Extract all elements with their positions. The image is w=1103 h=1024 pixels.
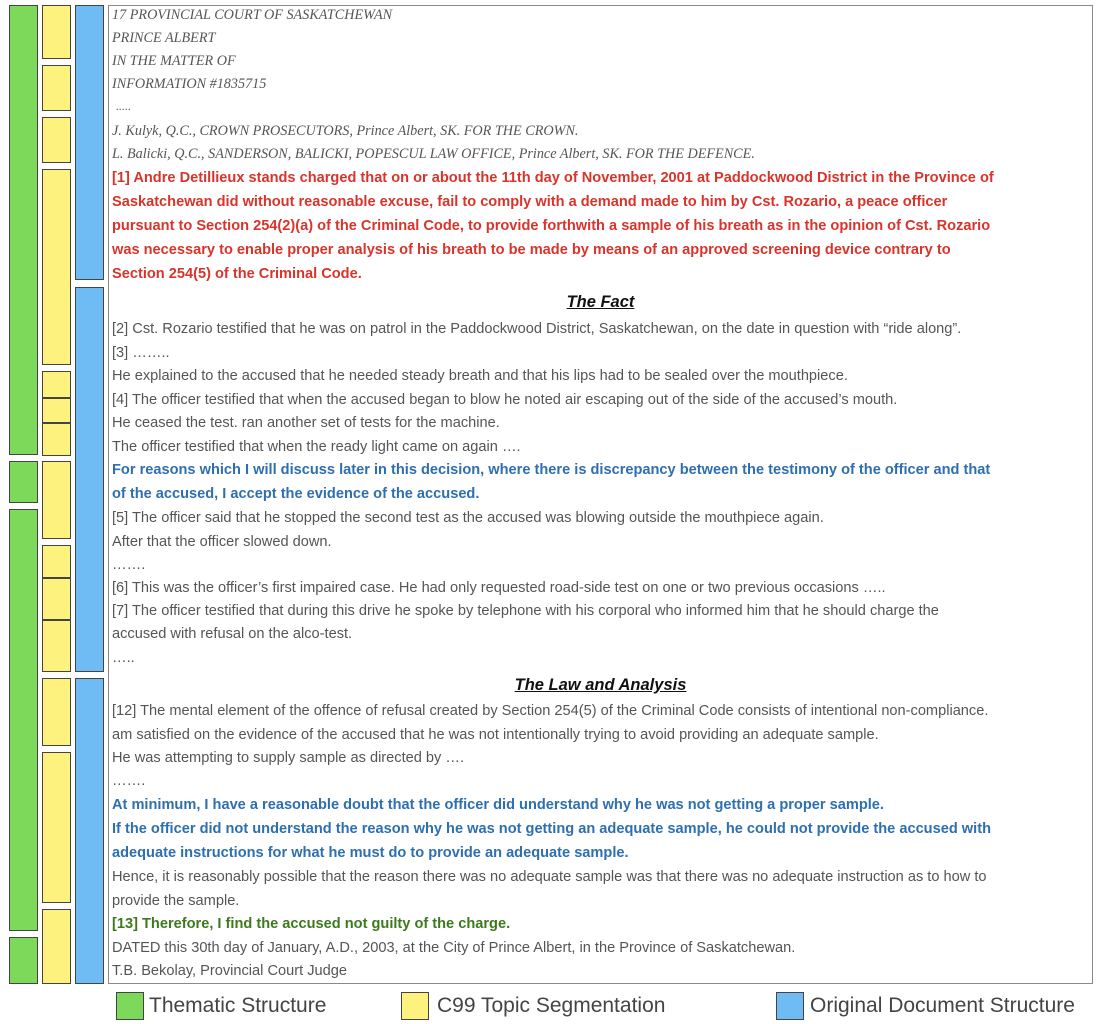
original-segment [75,678,104,984]
original-segment [75,5,104,280]
fact-highlight-line: For reasons which I will discuss later in this decision, where there is discrepancy between the testimony of the officer and that [112,462,991,478]
law-highlight-line: If the officer did not understand the reason why he was not getting an adequate sample, he could not provide the accused with [112,821,991,837]
c99-segment [42,578,71,620]
law-line: am satisfied on the evidence of the accused that he was not intentionally trying to avoid providing an adequate sample. [112,727,879,743]
law-line: He was attempting to supply sample as directed by …. [112,750,465,766]
header-line: INFORMATION #1835715 [112,76,267,92]
law-highlight-line: adequate instructions for what he must do to provide an adequate sample. [112,845,629,861]
c99-segment [42,5,71,59]
fact-line: [5] The officer said that he stopped the second test as the accused was blowing outside the mouthpiece again. [112,510,824,526]
thematic-segment [9,937,38,984]
heading-the-fact: The Fact [566,293,635,311]
fact-line: He explained to the accused that he needed steady breath and that his lips had to be sealed over the mouthpiece. [112,368,848,384]
header-line: ..... [116,99,131,113]
charge-line: was necessary to enable proper analysis of his breath to be made by means of an approved screening device contrary to [112,242,951,258]
fact-highlight-line: of the accused, I accept the evidence of the accused. [112,486,480,502]
legend-swatch-thematic [116,992,144,1020]
header-line: 17 PROVINCIAL COURT OF SASKATCHEWAN [112,7,393,23]
legend-label-thematic: Thematic Structure [149,994,327,1017]
fact-line: The officer testified that when the ready light came on again …. [112,439,521,455]
charge-line: pursuant to Section 254(2)(a) of the Criminal Code, to provide forthwith a sample of his breath as in the opinion of Cst. Rozario [112,218,991,234]
header-line: L. Balicki, Q.C., SANDERSON, BALICKI, POPESCUL LAW OFFICE, Prince Albert, SK. FOR THE DEFENCE. [112,146,755,162]
legend-swatch-c99 [401,992,429,1020]
fact-line: After that the officer slowed down. [112,534,332,550]
c99-segment [42,752,71,903]
original-segment [75,287,104,672]
fact-line: [6] This was the officer’s first impaired case. He had only requested road-side test on one or two previous occasions ….. [112,580,886,596]
thematic-segment [9,461,38,503]
header-line: IN THE MATTER OF [112,53,236,69]
c99-segment [42,461,71,539]
fact-line: ….. [112,650,135,666]
charge-line: Saskatchewan did without reasonable excuse, fail to comply with a demand made to him by Cst. Rozario, a peace officer [112,194,948,210]
law-line: Hence, it is reasonably possible that the reason there was no adequate sample was that there was no adequate instruction as to how to [112,869,987,885]
law-line: [12] The mental element of the offence of refusal created by Section 254(5) of the Criminal Code consists of intentional non-compliance. [112,703,989,719]
legend-swatch-original [776,992,804,1020]
c99-segment [42,620,71,672]
law-line: provide the sample. [112,893,240,909]
c99-segment [42,371,71,398]
fact-line: [4] The officer testified that when the accused began to blow he noted air escaping out of the side of the accused’s mouth. [112,392,898,408]
charge-line: [1] Andre Detillieux stands charged that on or about the 11th day of November, 2001 at Paddockwood District in the Province of [112,170,994,186]
fact-line: ……. [112,557,146,573]
legend-label-original: Original Document Structure [810,994,1075,1017]
c99-segment [42,545,71,578]
c99-segment [42,678,71,746]
thematic-segment [9,5,38,455]
header-line: PRINCE ALBERT [112,30,216,46]
c99-segment [42,423,71,456]
fact-line: accused with refusal on the alco-test. [112,626,353,642]
c99-segment [42,169,71,365]
c99-segment [42,117,71,163]
legend-label-c99: C99 Topic Segmentation [437,994,666,1017]
fact-line: [2] Cst. Rozario testified that he was on patrol in the Paddockwood District, Saskatchewan, on the date in question with “ride along”. [112,321,962,337]
fact-line: [3] …….. [112,345,170,361]
fact-line: He ceased the test. ran another set of tests for the machine. [112,415,500,431]
charge-line: Section 254(5) of the Criminal Code. [112,266,362,282]
c99-segment [42,65,71,111]
closing-line: T.B. Bekolay, Provincial Court Judge [112,963,347,979]
c99-segment [42,398,71,423]
c99-segment [42,909,71,984]
closing-line: DATED this 30th day of January, A.D., 2003, at the City of Prince Albert, in the Province of Saskatchewan. [112,940,796,956]
header-line: J. Kulyk, Q.C., CROWN PROSECUTORS, Prince Albert, SK. FOR THE CROWN. [112,123,579,139]
fact-line: [7] The officer testified that during this drive he spoke by telephone with his corporal who informed him that he should charge the [112,603,939,619]
law-highlight-line: At minimum, I have a reasonable doubt that the officer did understand why he was not getting a proper sample. [112,797,884,813]
heading-law-and-analysis: The Law and Analysis [514,676,687,694]
law-line: ……. [112,773,146,789]
verdict-line: [13] Therefore, I find the accused not guilty of the charge. [112,916,511,932]
thematic-segment [9,509,38,931]
